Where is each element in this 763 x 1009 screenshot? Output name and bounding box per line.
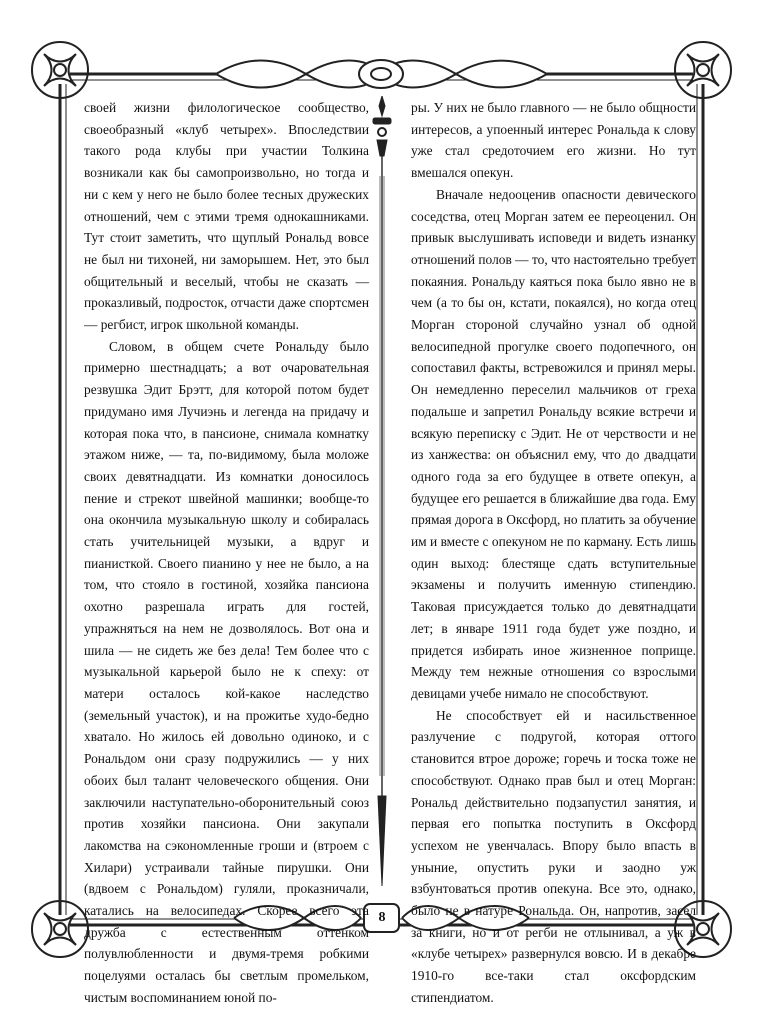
page-number: 8 <box>378 910 386 925</box>
corner-knot-top-left-icon <box>24 34 96 106</box>
corner-knot-top-right-icon <box>667 34 739 106</box>
top-knot-band-icon <box>206 54 557 94</box>
paragraph: своей жизни филологическое сообщество, своеобразный «клуб четырех». Впоследствии такого рода клубы при участии Толкина возникали как бы самопроизвольно, но тогда и ни с кем у него не было более тесных дружеских отношений, чем с этими тремя однокашниками. Тут стоит заметить, что щуплый Рональд вовсе не был ни тихоней, ни заморышем. Нет, это был общительный и веселый, чтобы не сказать — проказливый, подросток, отчасти даже спортсмен — регбист, игрок школьной команды. <box>84 100 369 333</box>
paragraph: Вначале недооценив опасности девического соседства, отец Морган затем ее переоценил. Он привык выслушивать исповеди и видеть изнанку отношений полов — то, что настоятельно требует покаяния. Рональду каяться пока было явно не в чем (а то бы он, кстати, покаялся), но когда отец Морган стороной случайно узнал об одной велосипедной прогулке своего подопечного, он сопоставил факты, встревожился и принял меры. Он немедленно переселил мальчиков от греха подальше и запретил Рональду всякие встречи и всякую переписку с Эдит. Не от черствости и не из ханжества: он объяснил ему, что до двадцати одного года за его будущее в ответе опекун, а будущее его решается в ближайшие два года. Ему прямая дорога в Оксфорд, но платить за обучение им и вместе с опекуном не по карману. Есть лишь один выход: блестяще сдать вступительные экзамены и получить именную стипендию. Таковая присуждается только до девятнадцати лет; в январе 1911 года будет уже поздно, и придется избирать иное жизненное поприще. Между тем нежные отношения со взрослыми девицами учебе нимало не способствуют. <box>411 186 696 701</box>
text-column-right <box>411 97 696 1009</box>
paragraph: Не способствует ей и насильственное разлучение с подругой, которая оттого становится втрое дороже; горечь и тоска тоже не способствуют. Однако прав был и отец Морган: Рональд действительно подзапустил занятия, и первая его попытка поступить в Оксфорд успехом не увенчалась. Впору было впасть в уныние, опустить руки и заодно уж взбунтоваться против опекуна. Все это, однако, было не в натуре Рональда. Он, напротив, засел за книги, но и от регби не отлынивал, а уж в «клубе четырех» развернулся вовсю. И в декабре 1910-го все-таки стал оксфордским стипендиатом. <box>411 707 696 1005</box>
column-divider-pen-icon <box>369 96 395 896</box>
paragraph: ры. У них не было главного — не было общности интересов, а упоенный интерес Рональда к слову уже стал средоточием его жизни. Но тут вмешался опекун. <box>411 100 696 181</box>
text-column-left <box>84 97 369 1009</box>
paragraph: Словом, в общем счете Рональду было примерно шестнадцать; а вот очаровательная резвушка Эдит Брэтт, для которой потом будет придумано имя Лучиэнь и легенда на придачу и которая пока что, в пансионе, снимала комнатку этажом ниже, — та, по-видимому, была моложе своих девятнадцати. Из комнатки доносилось пение и стрекот швейной машинки; вообще-то она окончила музыкальную школу и собиралась стать учительницей музыки, а вдруг и пианисткой. Своего пианино у нее не было, а на том, что стояло в гостиной, хозяйка пансиона охотно разрешала играть для гостей, упражняться на нем не дозволялось. Вот она и шила — не сидеть же без дела! Тем более что с музыкальной карьерой было не к спеху: от матери осталось кой-какое наследство (земельный участок), и на прожитье худо-бедно хватало. Но жилось ей довольно одиноко, и с Рональдом они сразу подружились — у них обоих был талант человеческого общения. Они заключили наступательно-оборонительный союз против хозяйки пансиона. Они закупали лакомства на сэкономленные гроши и (втроем с Хилари) устраивали тайные пирушки. Они (вдвоем с Рональдом) гуляли, проказничали, катались на велосипедах. Скорее всего эта дружба с естественным оттенком полувлюбленности и двумя-тремя робкими поцелуями осталась бы светлым промельком, чистым воспоминанием юной по- <box>84 338 369 1005</box>
